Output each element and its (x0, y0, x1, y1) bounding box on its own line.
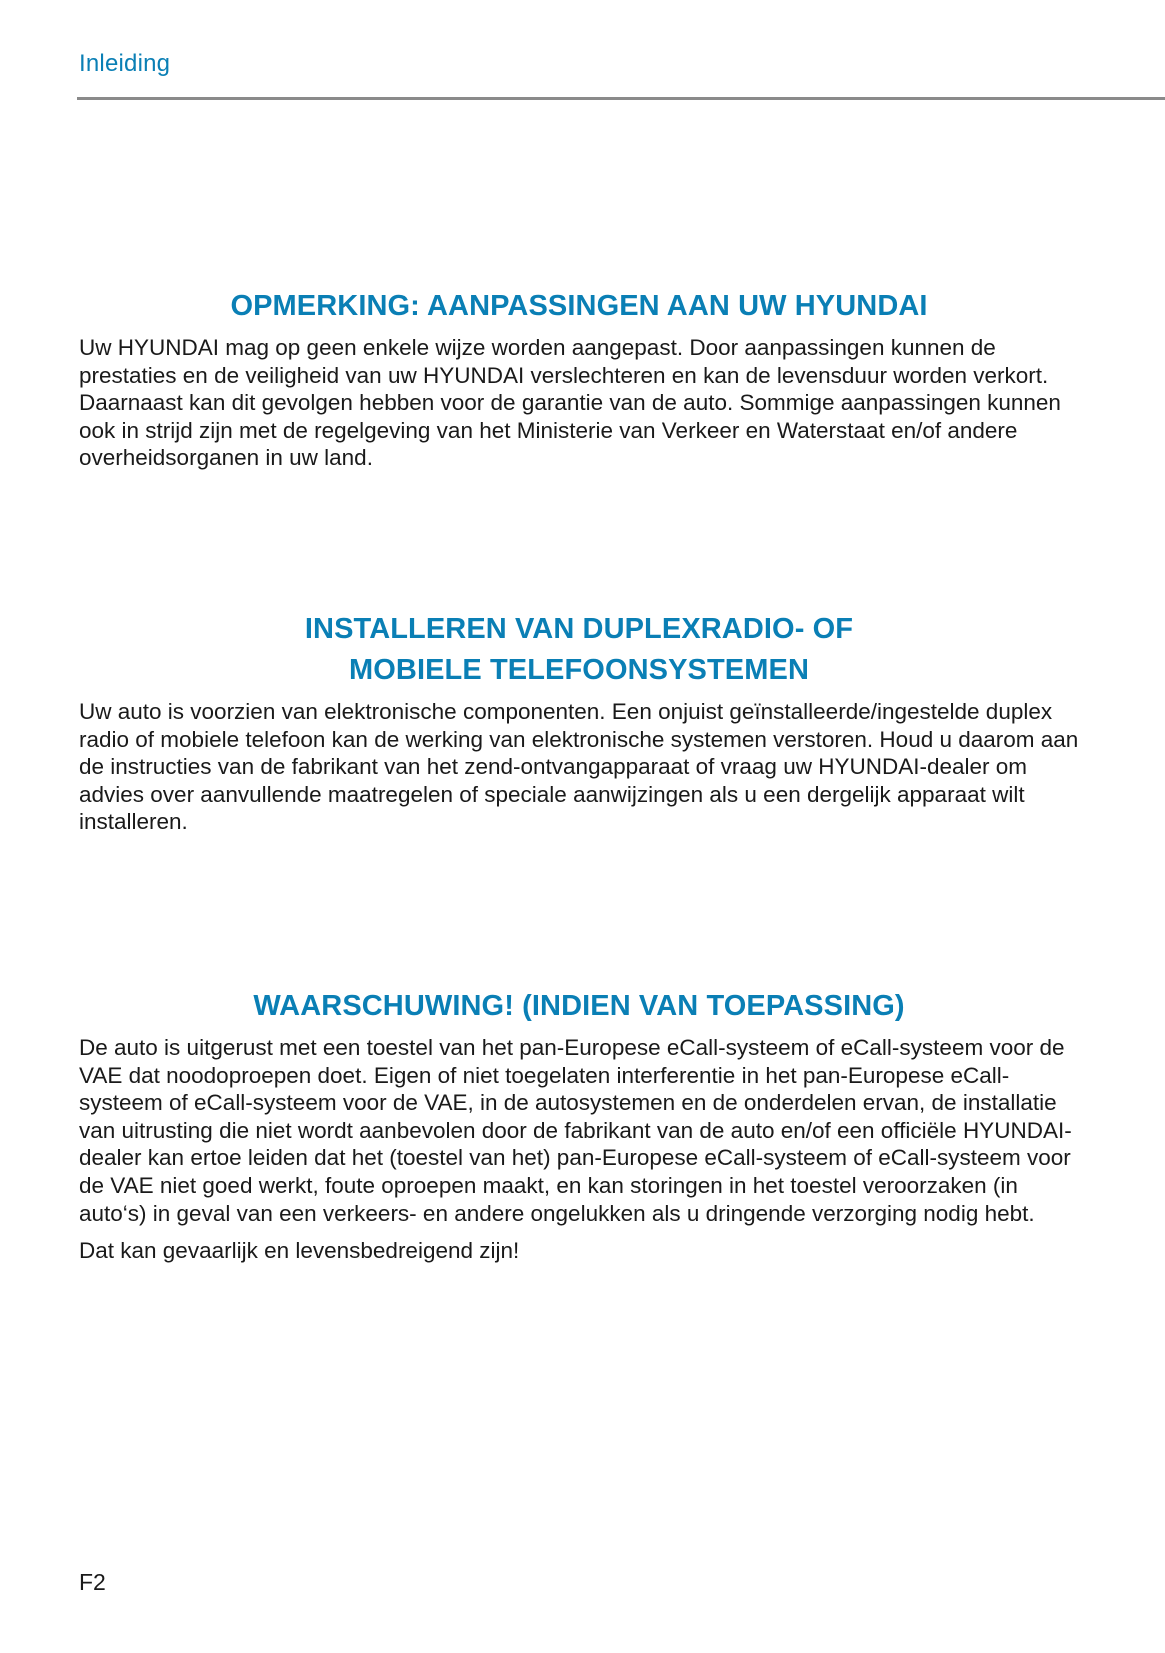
header-divider (77, 97, 1165, 100)
section-paragraph: Dat kan gevaarlijk en levensbedreigend zijn! (79, 1238, 520, 1264)
page-number: F2 (79, 1569, 106, 1595)
section-warning-ecall (79, 986, 1079, 1265)
chapter-title: Inleiding (79, 50, 171, 77)
section-heading-line: MOBIELE TELEFOONSYSTEMEN (349, 654, 809, 686)
section-paragraph: Uw auto is voorzien van elektronische componenten. Een onjuist geïnstalleerde/ingestelde duplex radio of mobiele telefoon kan de werking van elektronische systemen verstoren. Houd u daarom aan de instructies van de fabrikant van het zend-ontvangapparaat of vraag uw HYUNDAI-dealer om advies over aanvullende maatregelen of speciale aanwijzingen als u een dergelijk apparaat wilt installeren. (79, 699, 1079, 835)
section-modifications (79, 286, 1079, 472)
section-heading: WAARSCHUWING! (INDIEN VAN TOEPASSING) (253, 990, 905, 1022)
section-paragraph: Uw HYUNDAI mag op geen enkele wijze worden aangepast. Door aanpassingen kunnen de prestaties en de veiligheid van uw HYUNDAI verslechteren en kan de levensduur worden verkort. Daarnaast kan dit gevolgen hebben voor de garantie van de auto. Sommige aanpassingen kunnen ook in strijd zijn met de regelgeving van het Ministerie van Verkeer en Waterstaat en/of andere overheidsorganen in uw land. (79, 335, 1061, 471)
section-heading: OPMERKING: AANPASSINGEN AAN UW HYUNDAI (230, 290, 928, 322)
section-radio-installation (79, 609, 1079, 836)
section-heading-line: INSTALLEREN VAN DUPLEXRADIO- OF (304, 613, 854, 645)
section-heading (79, 609, 1079, 691)
section-paragraph: De auto is uitgerust met een toestel van het pan-Europese eCall-systeem of eCall-systeem voor de VAE dat noodoproepen doet. Eigen of niet toegelaten interferentie in het pan-Europese eCall-systeem of eCall-systeem voor de VAE, in de autosystemen en de onderdelen ervan, de installatie van uitrusting die niet wordt aanbevolen door de fabrikant van de auto en/of een officiële HYUNDAI-dealer kan ertoe leiden dat het (toestel van het) pan-Europese eCall-systeem of eCall-systeem voor de VAE niet goed werkt, foute oproepen maakt, en kan storingen in het toestel veroorzaken (in auto‘s) in geval van een verkeers- en andere ongelukken als u dringende verzorging nodig hebt. (79, 1035, 1072, 1226)
